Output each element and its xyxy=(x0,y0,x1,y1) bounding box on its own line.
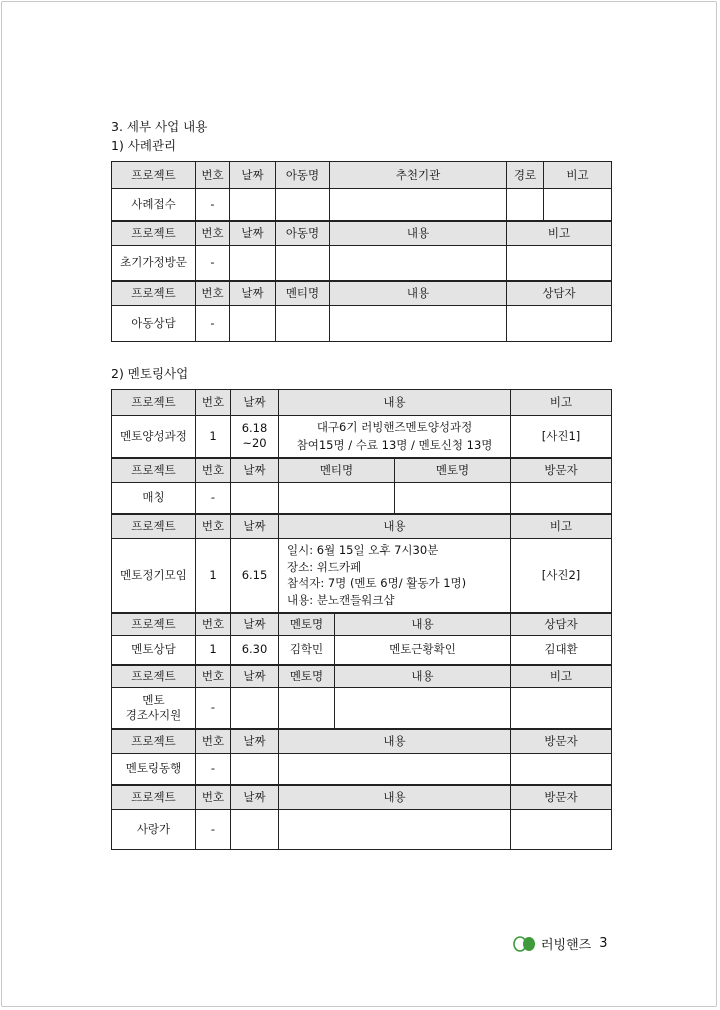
header-project: 프로젝트 xyxy=(112,390,196,416)
cell-mentor-name: 김학민 xyxy=(279,636,335,665)
cell-number: 1 xyxy=(196,636,231,665)
cell-date xyxy=(231,754,279,785)
cell-child-name xyxy=(276,189,330,221)
header-mentee-name: 멘티명 xyxy=(276,281,330,306)
header-project: 프로젝트 xyxy=(112,729,196,754)
table-row xyxy=(112,688,612,729)
cell-content xyxy=(330,306,507,342)
header-date: 날짜 xyxy=(231,458,279,483)
header-number: 번호 xyxy=(196,281,230,306)
header-number: 번호 xyxy=(196,514,231,539)
header-referral-agency: 추천기관 xyxy=(330,162,507,189)
cell-content: 대구6기 러빙핸즈멘토양성과정 참여15명 / 수료 13명 / 멘토신청 13명 xyxy=(279,416,511,458)
page-number: 3 xyxy=(599,935,608,951)
header-date: 날짜 xyxy=(231,785,279,810)
header-project: 프로젝트 xyxy=(112,281,196,306)
cell-project: 멘토정기모임 xyxy=(112,539,196,613)
header-project: 프로젝트 xyxy=(112,458,196,483)
header-content: 내용 xyxy=(279,785,511,810)
header-child-name: 아동명 xyxy=(276,221,330,246)
header-number: 번호 xyxy=(196,162,230,189)
table-row xyxy=(112,189,612,221)
cell-number: 1 xyxy=(196,539,231,613)
header-number: 번호 xyxy=(196,729,231,754)
header-number: 번호 xyxy=(196,613,231,636)
cell-content xyxy=(335,688,511,729)
cell-content xyxy=(279,810,511,850)
header-content: 내용 xyxy=(335,665,511,688)
cell-content: 일시: 6월 15일 오후 7시30분 장소: 위드카페 참석자: 7명 (멘토 6명/ 활동가 1명) 내용: 분노캔들워크샵 xyxy=(279,539,511,613)
header-content: 내용 xyxy=(330,281,507,306)
cell-note: [사진2] xyxy=(511,539,612,613)
table-header-row xyxy=(112,281,612,306)
cell-number: 1 xyxy=(196,416,231,458)
table-header-row xyxy=(112,665,612,688)
header-project: 프로젝트 xyxy=(112,613,196,636)
header-content: 내용 xyxy=(330,221,507,246)
header-number: 번호 xyxy=(196,665,231,688)
table-header-row xyxy=(112,390,612,416)
cell-visitor xyxy=(511,754,612,785)
table-header-row xyxy=(112,221,612,246)
cell-mentor-name xyxy=(395,483,511,514)
cell-project: 매칭 xyxy=(112,483,196,514)
header-number: 번호 xyxy=(196,221,230,246)
table-row xyxy=(112,810,612,850)
header-note: 비고 xyxy=(511,665,612,688)
table-header-row xyxy=(112,162,612,189)
header-child-name: 아동명 xyxy=(276,162,330,189)
cell-number: - xyxy=(196,306,230,342)
loving-hands-logo-icon xyxy=(512,934,538,952)
header-date: 날짜 xyxy=(231,514,279,539)
header-content: 내용 xyxy=(335,613,511,636)
header-mentor-name: 멘토명 xyxy=(395,458,511,483)
cell-project: 초기가정방문 xyxy=(112,246,196,281)
cell-note: [사진1] xyxy=(511,416,612,458)
cell-date: 6.18 ~20 xyxy=(231,416,279,458)
cell-note xyxy=(507,246,612,281)
table-header-row xyxy=(112,729,612,754)
cell-project: 사례접수 xyxy=(112,189,196,221)
header-date: 날짜 xyxy=(231,390,279,416)
cell-note xyxy=(544,189,612,221)
header-number: 번호 xyxy=(196,390,231,416)
header-visitor: 방문자 xyxy=(511,785,612,810)
table-row xyxy=(112,636,612,665)
table-row xyxy=(112,246,612,281)
cell-project: 멘토링동행 xyxy=(112,754,196,785)
cell-agency xyxy=(330,189,507,221)
header-visitor: 방문자 xyxy=(511,729,612,754)
cell-project: 멘토상담 xyxy=(112,636,196,665)
cell-date xyxy=(230,306,276,342)
header-visitor: 방문자 xyxy=(511,458,612,483)
header-date: 날짜 xyxy=(231,613,279,636)
cell-date xyxy=(230,246,276,281)
table-row xyxy=(112,416,612,458)
cell-visitor xyxy=(511,810,612,850)
header-date: 날짜 xyxy=(231,729,279,754)
cell-project: 멘토 경조사지원 xyxy=(112,688,196,729)
table-header-row xyxy=(112,458,612,483)
cell-number: - xyxy=(196,754,231,785)
cell-project: 사랑가 xyxy=(112,810,196,850)
cell-number: - xyxy=(196,810,231,850)
header-route: 경로 xyxy=(507,162,544,189)
cell-project: 멘토양성과정 xyxy=(112,416,196,458)
header-number: 번호 xyxy=(196,785,231,810)
header-project: 프로젝트 xyxy=(112,785,196,810)
cell-content: 멘토근황확인 xyxy=(335,636,511,665)
header-project: 프로젝트 xyxy=(112,514,196,539)
cell-number: - xyxy=(196,483,231,514)
table-row xyxy=(112,483,612,514)
header-note: 비고 xyxy=(507,221,612,246)
section-title: 3. 세부 사업 내용 xyxy=(111,119,208,134)
table-header-row xyxy=(112,613,612,636)
cell-visitor xyxy=(511,483,612,514)
cell-mentee-name xyxy=(279,483,395,514)
cell-child-name xyxy=(276,246,330,281)
cell-date xyxy=(231,810,279,850)
cell-counselor xyxy=(507,306,612,342)
header-date: 날짜 xyxy=(231,665,279,688)
cell-number: - xyxy=(196,189,230,221)
table-row xyxy=(112,306,612,342)
cell-date: 6.15 xyxy=(231,539,279,613)
subsection-case-management-title: 1) 사례관리 xyxy=(111,138,177,153)
cell-date: 6.30 xyxy=(231,636,279,665)
footer-brand: 러빙핸즈 xyxy=(541,937,592,953)
header-note: 비고 xyxy=(511,514,612,539)
cell-date xyxy=(231,483,279,514)
header-content: 내용 xyxy=(279,390,511,416)
subsection-mentoring-title: 2) 멘토링사업 xyxy=(111,366,189,381)
header-date: 날짜 xyxy=(230,281,276,306)
header-date: 날짜 xyxy=(230,162,276,189)
header-mentee-name: 멘티명 xyxy=(279,458,395,483)
cell-route xyxy=(507,189,544,221)
table-row xyxy=(112,754,612,785)
cell-number: - xyxy=(196,688,231,729)
cell-date xyxy=(231,688,279,729)
case-management-table xyxy=(111,161,612,342)
header-project: 프로젝트 xyxy=(112,221,196,246)
header-counselor: 상담자 xyxy=(507,281,612,306)
header-note: 비고 xyxy=(544,162,612,189)
cell-content xyxy=(279,754,511,785)
header-content: 내용 xyxy=(279,514,511,539)
footer xyxy=(512,933,608,953)
header-counselor: 상담자 xyxy=(511,613,612,636)
cell-content xyxy=(330,246,507,281)
cell-date xyxy=(230,189,276,221)
header-number: 번호 xyxy=(196,458,231,483)
header-project: 프로젝트 xyxy=(112,162,196,189)
header-project: 프로젝트 xyxy=(112,665,196,688)
cell-note xyxy=(511,688,612,729)
cell-number: - xyxy=(196,246,230,281)
cell-mentee-name xyxy=(276,306,330,342)
header-mentor-name: 멘토명 xyxy=(279,613,335,636)
cell-counselor: 김대환 xyxy=(511,636,612,665)
cell-project: 아동상담 xyxy=(112,306,196,342)
table-row xyxy=(112,539,612,613)
table-header-row xyxy=(112,514,612,539)
cell-mentor-name xyxy=(279,688,335,729)
table-header-row xyxy=(112,785,612,810)
mentoring-table xyxy=(111,389,612,850)
header-mentor-name: 멘토명 xyxy=(279,665,335,688)
header-note: 비고 xyxy=(511,390,612,416)
header-content: 내용 xyxy=(279,729,511,754)
header-date: 날짜 xyxy=(230,221,276,246)
